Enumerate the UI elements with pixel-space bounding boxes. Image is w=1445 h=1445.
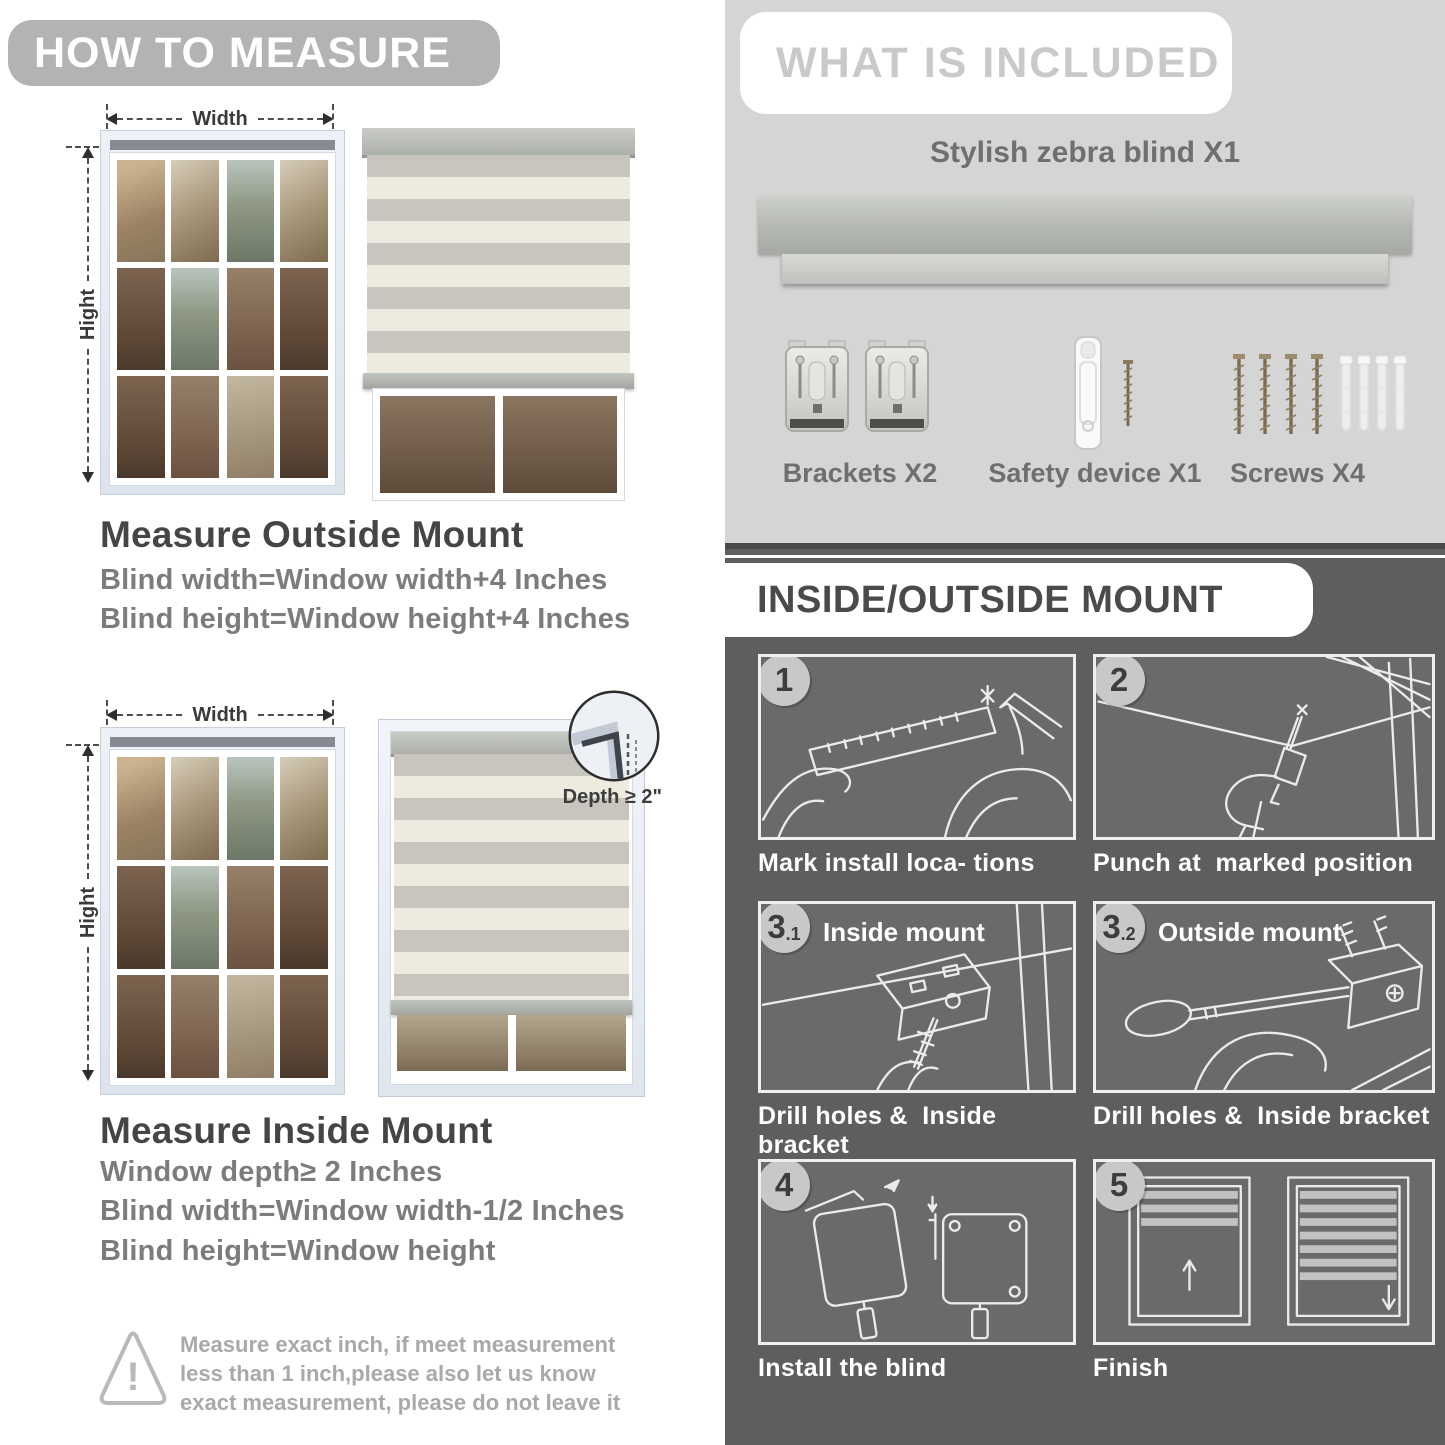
blind-quantity-label: Stylish zebra blind X1 [929, 136, 1241, 169]
window-recess [110, 737, 335, 747]
step-3-2 [1093, 901, 1435, 1131]
screw-icon [1233, 354, 1245, 434]
screw-icon [1285, 354, 1297, 434]
arrow-up-icon [82, 745, 94, 756]
height-label: Hight [76, 887, 99, 939]
step-1 [758, 654, 1076, 878]
anchor-icon [1376, 356, 1388, 430]
warning-triangle-icon [98, 1326, 168, 1412]
step-5-badge: 5 [1093, 1159, 1145, 1211]
step-2-badge: 2 [1093, 654, 1145, 706]
window-casement [227, 160, 329, 478]
anchor-icon [1340, 356, 1352, 430]
bracket-icon [863, 340, 931, 436]
inside-mount-line2: Blind width=Window width-1/2 Inches [100, 1195, 625, 1227]
step-3-2-caption: Drill holes & Inside bracket [1093, 1102, 1430, 1130]
window-below-blind [397, 1015, 626, 1071]
step-4 [758, 1159, 1076, 1383]
window-casement [117, 160, 219, 478]
width-arrow [106, 110, 334, 128]
step-5 [1093, 1159, 1435, 1383]
safety-device-image [1071, 334, 1151, 459]
what-is-included-header: WHAT IS INCLUDED [740, 12, 1232, 114]
step-3-2-label: Outside mount [1158, 917, 1342, 947]
step-2 [1093, 654, 1435, 878]
svg-text:!: ! [126, 1355, 140, 1399]
inside-outside-mount-header: INSIDE/OUTSIDE MOUNT [725, 563, 1313, 637]
headrail-image [758, 196, 1412, 254]
step-2-caption: Punch at marked position [1093, 849, 1414, 877]
step-5-illustration [1096, 1162, 1432, 1342]
arrow-down-icon [82, 472, 94, 483]
window-illustration-outside [100, 130, 345, 495]
height-arrow [78, 745, 98, 1081]
safety-device-label: Safety device X1 [988, 458, 1202, 488]
what-is-included-section [725, 0, 1445, 543]
inside-outside-mount-section [725, 543, 1445, 1445]
screws-icon [1230, 348, 1410, 444]
headrail-lip-image [782, 254, 1388, 284]
step-3-1-badge: 3 .1 [758, 901, 810, 953]
outside-mount-line1: Blind width=Window width+4 Inches [100, 564, 608, 596]
inside-mount-title: Measure Inside Mount [100, 1110, 493, 1151]
outside-mount-line2: Blind height=Window height+4 Inches [100, 603, 631, 635]
step-3-2-panel [1093, 901, 1435, 1093]
blind-illustration-outside [362, 126, 635, 500]
blind-headrail [362, 128, 635, 158]
anchor-icon [1394, 356, 1406, 430]
screw-icon [1123, 360, 1133, 426]
warning-text: Measure exact inch, if meet measurement less than 1 inch,please also let us know exact measurement, please do not leave it [180, 1332, 621, 1415]
window-casement [117, 757, 219, 1078]
how-to-measure-header: HOW TO MEASURE [8, 20, 500, 86]
screw-icon [1259, 354, 1271, 434]
arrow-up-icon [82, 147, 94, 158]
anchor-icon [1358, 356, 1370, 430]
window-below-blind [373, 389, 624, 500]
step-3-1-panel [758, 901, 1076, 1093]
magnifier-icon [566, 688, 662, 784]
step-1-panel [758, 654, 1076, 840]
window-recess [110, 140, 335, 150]
width-label: Width [192, 108, 248, 130]
step-3-1 [758, 901, 1076, 1160]
inside-mount-line3: Blind height=Window height [100, 1235, 496, 1267]
arrow-down-icon [82, 1070, 94, 1081]
step-4-badge: 4 [758, 1159, 810, 1211]
brackets-image [783, 340, 931, 436]
step-1-caption: Mark install loca- tions [758, 849, 1035, 877]
step-2-illustration [1096, 657, 1432, 837]
height-label: Hight [76, 289, 99, 341]
step-3-1-caption: Drill holes & Inside bracket [758, 1102, 1004, 1159]
step-1-badge: 1 [758, 654, 810, 706]
screw-icon [1311, 354, 1323, 434]
divider-line [725, 555, 1445, 558]
blind-stripes [367, 155, 630, 373]
safety-device-icon [1071, 334, 1151, 454]
step-3-1-label: Inside mount [823, 917, 985, 947]
width-label: Width [192, 704, 248, 726]
bracket-icon [783, 340, 851, 436]
screws-label: Screws X4 [1229, 458, 1366, 488]
step-5-caption: Finish [1093, 1354, 1169, 1382]
inside-mount-line1: Window depth≥ 2 Inches [100, 1156, 443, 1188]
brackets-label: Brackets X2 [782, 458, 938, 488]
step-2-panel [1093, 654, 1435, 840]
outside-mount-title: Measure Outside Mount [100, 514, 524, 555]
width-arrow [106, 706, 334, 724]
step-4-panel [758, 1159, 1076, 1345]
step-3-2-badge: 3 .2 [1093, 901, 1145, 953]
window-illustration-inside [100, 727, 345, 1095]
blind-bottomrail [391, 1000, 632, 1015]
window-casement [227, 757, 329, 1078]
step-4-caption: Install the blind [758, 1354, 947, 1382]
height-arrow [78, 147, 98, 483]
depth-label: Depth ≥ 2" [562, 786, 662, 808]
screws-image [1230, 348, 1410, 449]
step-5-panel [1093, 1159, 1435, 1345]
blind-bottomrail [363, 373, 634, 389]
